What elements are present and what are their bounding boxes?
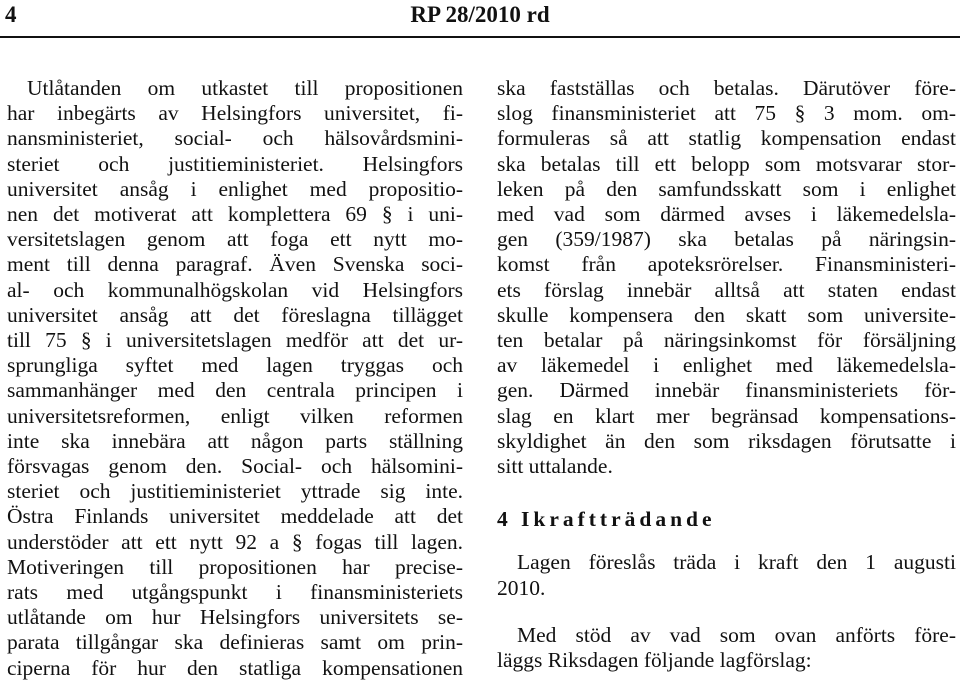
text-line: av läkemedel i enlighet med läkemedelsla- — [497, 353, 956, 378]
text-line: ten betalar på näringsinkomst för försäljning — [497, 328, 956, 353]
right-column — [497, 76, 956, 673]
section-title: Ikraftträdande — [521, 507, 716, 532]
text-line: nen det motiverat att komplettera 69 § i uni- — [7, 202, 463, 227]
text-line: skyldighet än den som riksdagen förutsatte i — [497, 428, 956, 453]
text-line: nansministeriet, social- och hälsovårdsmini- — [7, 126, 463, 151]
text-line: ets förslag innebär alltså att staten endast — [497, 277, 956, 302]
text-line: ska betalas till ett belopp som motsvarar stor- — [497, 151, 956, 176]
text-line: versitetslagen genom att foga ett nytt mo- — [7, 227, 463, 252]
paragraph-proposal — [497, 623, 956, 673]
text-line: försvagas genom den. Social- och hälsomini- — [7, 454, 463, 479]
text-line: utlåtande om hur Helsingfors universitets se- — [7, 605, 463, 630]
text-line: ska fastställas och betalas. Därutöver före- — [497, 76, 956, 100]
text-line: understöder att ett nytt 92 a § fogas till lagen. — [7, 529, 463, 554]
text-line: skulle kompensera den skatt som universite- — [497, 302, 956, 327]
paragraph-entry-into-force — [497, 550, 956, 600]
text-line: al- och kommunalhögskolan vid Helsingfors — [7, 277, 463, 302]
text-line: läggs Riksdagen följande lagförslag: — [497, 648, 812, 673]
text-line: Utlåtanden om utkastet till propositionen — [27, 76, 463, 100]
text-line: steriet och justitieministeriet. Helsingfors — [7, 151, 463, 176]
page-header — [0, 0, 960, 36]
text-line: Motiveringen till propositionen har precise- — [7, 554, 463, 579]
text-line: formuleras så att statlig kompensation endast — [497, 126, 956, 151]
header-rule — [0, 36, 960, 38]
text-line: inte ska innebära att någon parts ställning — [7, 428, 463, 453]
text-line: med vad som därmed avses i läkemedelsla- — [497, 202, 956, 227]
text-line: universitet ansåg att det föreslagna tillägget — [7, 302, 463, 327]
text-line: ciperna för hur den statliga kompensationen — [7, 655, 463, 680]
section-heading — [497, 507, 956, 532]
text-line: komst från apoteksrörelser. Finansministeri- — [497, 252, 956, 277]
document-id: RP 28/2010 rd — [410, 2, 550, 27]
text-line: sitt uttalande. — [497, 454, 613, 479]
text-line: Lagen föreslås träda i kraft den 1 augusti — [517, 550, 956, 575]
text-line: rats med utgångspunkt i finansministeriets — [7, 580, 463, 605]
text-line: gen (359/1987) ska betalas på näringsin- — [497, 227, 956, 252]
page-number: 4 — [5, 2, 17, 27]
text-line: universitet ansåg i enlighet med propositio- — [7, 176, 463, 201]
left-column — [7, 76, 463, 681]
text-line: slog finansministeriet att 75 § 3 mom. om- — [497, 101, 956, 126]
text-line: steriet och justitieministeriet yttrade sig inte. — [7, 479, 463, 504]
section-number: 4 — [497, 507, 508, 532]
text-line: sammanhänger med den centrala principen i — [7, 378, 463, 403]
paragraph-gap — [497, 601, 956, 623]
text-line: parata tillgångar ska definieras samt om prin- — [7, 630, 463, 655]
text-line: universitetsreformen, enligt vilken reformen — [7, 403, 463, 428]
text-line: sprungliga syftet med lagen tryggas och — [7, 353, 463, 378]
text-line: slag en klart mer begränsad kompensations- — [497, 403, 956, 428]
text-line: till 75 § i universitetslagen medför att det ur- — [7, 328, 463, 353]
text-line: 2010. — [497, 575, 546, 600]
text-line: gen. Därmed innebär finansministeriets för- — [497, 378, 956, 403]
text-line: leken på den samfundsskatt som i enlighet — [497, 176, 956, 201]
text-line: har inbegärts av Helsingfors universitet, fi- — [7, 101, 463, 126]
paragraph-continuation — [497, 76, 956, 479]
text-line: Med stöd av vad som ovan anförts före- — [517, 622, 956, 647]
text-line: Östra Finlands universitet meddelade att det — [7, 504, 463, 529]
text-line: ment till denna paragraf. Även Svenska soci- — [7, 252, 463, 277]
